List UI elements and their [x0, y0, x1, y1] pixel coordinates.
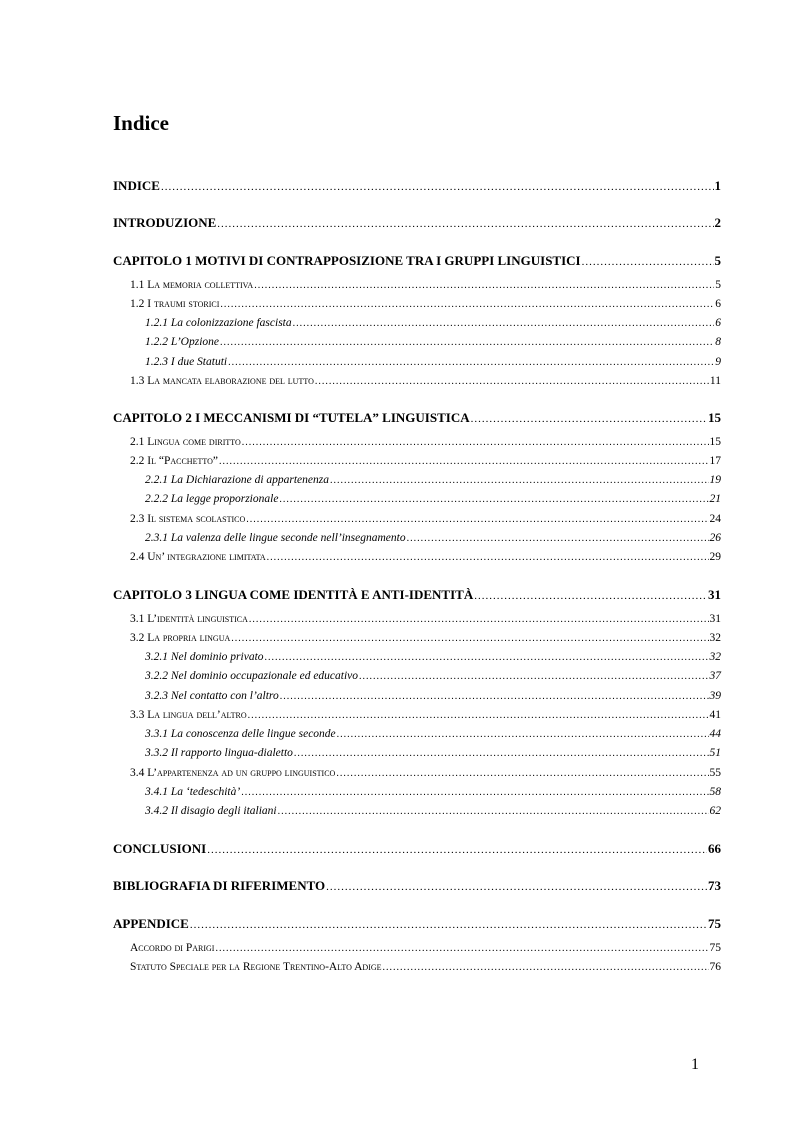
toc-entry-3-4-1[interactable] [145, 784, 721, 801]
toc-entry-text: APPENDICE [113, 916, 189, 931]
toc-entry-text: BIBLIOGRAFIA DI RIFERIMENTO [113, 878, 326, 893]
toc-entry-page: 31 [708, 587, 721, 602]
toc-entry-3-3[interactable] [130, 707, 721, 724]
toc-entry-page: 17 [709, 455, 721, 467]
dot-leader [474, 588, 707, 604]
toc-entry-text: 1.3 La mancata elaborazione del lutto [130, 375, 314, 387]
dot-leader [190, 917, 707, 933]
toc-entry-text: CAPITOLO 3 LINGUA COME IDENTITÀ E ANTI-IDENTITÀ [113, 587, 474, 602]
dot-leader [217, 216, 713, 232]
dot-leader [582, 254, 714, 270]
toc-entry-page: 62 [709, 805, 721, 817]
dot-leader [278, 804, 709, 820]
dot-leader [471, 411, 707, 427]
toc-entry-page: 73 [708, 878, 721, 893]
toc-entry-page: 76 [709, 961, 721, 973]
toc-entry-2-3[interactable] [130, 511, 721, 528]
dot-leader [254, 278, 714, 294]
toc-entry-1-1[interactable] [130, 277, 721, 294]
toc-entry-text: 3.1 L’identità linguistica [130, 613, 248, 625]
dot-leader [337, 727, 709, 743]
toc-entry-capitolo-2[interactable] [113, 410, 721, 427]
dot-leader [267, 550, 709, 566]
toc-entry-text: CONCLUSIONI [113, 841, 207, 856]
toc-entry-2-4[interactable] [130, 549, 721, 566]
toc-entry-conclusioni[interactable] [113, 841, 721, 858]
toc-entry-3-3-2[interactable] [145, 745, 721, 762]
toc-entry-page: 58 [709, 786, 721, 798]
toc-entry-page: 5 [715, 279, 721, 291]
dot-leader [246, 512, 708, 528]
toc-entry-text: 3.2.2 Nel dominio occupazionale ed educativo [145, 670, 359, 682]
toc-entry-text: 2.2.2 La legge proporzionale [145, 493, 279, 505]
toc-entry-text: 3.3.2 Il rapporto lingua-dialetto [145, 747, 293, 759]
toc-entry-page: 66 [708, 841, 721, 856]
toc-entry-text: 3.2.3 Nel contatto con l’altro [145, 690, 279, 702]
page-title: Indice [113, 111, 170, 135]
toc-entry-page: 32 [709, 651, 721, 663]
toc-entry-text: 3.4.2 Il disagio degli italiani [145, 805, 277, 817]
toc-entry-text: 2.2.1 La Dichiarazione di appartenenza [145, 474, 329, 486]
toc-entry-text: 1.2 I traumi storici [130, 298, 220, 310]
toc-entry-page: 32 [709, 632, 721, 644]
toc-entry-text: 3.4 L’appartenenza ad un gruppo linguistico [130, 767, 336, 779]
dot-leader [279, 492, 708, 508]
dot-leader [336, 766, 708, 782]
toc-entry-page: 2 [714, 215, 721, 230]
toc-entry-page: 75 [709, 942, 721, 954]
toc-entry-indice[interactable] [113, 178, 721, 195]
toc-entry-statuto-speciale[interactable] [130, 959, 721, 976]
dot-leader [220, 297, 714, 313]
toc-entry-1-2-3[interactable] [145, 354, 721, 371]
toc-entry-page: 9 [715, 356, 721, 368]
toc-entry-text: 1.1 La memoria collettiva [130, 279, 254, 291]
dot-leader [248, 708, 709, 724]
toc-entry-text: 2.2 Il “Pacchetto” [130, 455, 218, 467]
toc-entry-page: 55 [709, 767, 721, 779]
dot-leader [241, 785, 708, 801]
toc-entry-2-1[interactable] [130, 434, 721, 451]
dot-leader [280, 689, 709, 705]
toc-entry-capitolo-1[interactable] [113, 253, 721, 270]
toc-entry-page: 26 [709, 532, 721, 544]
dot-leader [326, 879, 707, 895]
toc-entry-1-2[interactable] [130, 296, 721, 313]
toc-entry-2-2-2[interactable] [145, 491, 721, 508]
dot-leader [383, 960, 709, 976]
toc-entry-page: 39 [709, 690, 721, 702]
toc-entry-3-2[interactable] [130, 630, 721, 647]
toc-entry-text: 1.2.2 L’Opzione [145, 336, 220, 348]
toc-entry-text: 1.2.1 La colonizzazione fascista [145, 317, 292, 329]
toc-entry-text: 2.1 Lingua come diritto [130, 436, 241, 448]
toc-entry-1-2-2[interactable] [145, 334, 721, 351]
toc-entry-3-4[interactable] [130, 765, 721, 782]
toc-entry-page: 5 [714, 253, 721, 268]
dot-leader [215, 941, 708, 957]
dot-leader [161, 179, 714, 195]
dot-leader [207, 842, 707, 858]
toc-entry-capitolo-3[interactable] [113, 587, 721, 604]
toc-entry-page: 75 [708, 916, 721, 931]
dot-leader [231, 631, 708, 647]
toc-entry-text: INDICE [113, 178, 160, 193]
dot-leader [293, 316, 715, 332]
toc-entry-page: 51 [709, 747, 721, 759]
toc-entry-page: 15 [709, 436, 721, 448]
toc-entry-page: 11 [709, 375, 721, 387]
toc-entry-page: 6 [715, 317, 721, 329]
toc-entry-page: 24 [709, 513, 721, 525]
toc-entry-3-1[interactable] [130, 611, 721, 628]
toc-entry-text: 3.3 La lingua dell’altro [130, 709, 247, 721]
toc-entry-text: INTRODUZIONE [113, 215, 217, 230]
toc-entry-text: 3.2 La propria lingua [130, 632, 231, 644]
toc-entry-text: CAPITOLO 2 I MECCANISMI DI “TUTELA” LINGUISTICA [113, 410, 470, 425]
toc-entry-accordo-di-parigi[interactable] [130, 940, 721, 957]
toc-entry-page: 1 [714, 178, 721, 193]
toc-entry-page: 21 [709, 493, 721, 505]
toc-entry-appendice[interactable] [113, 916, 721, 933]
toc-entry-text: 2.3 Il sistema scolastico [130, 513, 246, 525]
toc-entry-2-3-1[interactable] [145, 530, 721, 547]
toc-entry-page: 37 [709, 670, 721, 682]
dot-leader [242, 435, 709, 451]
toc-entry-text: 3.3.1 La conoscenza delle lingue seconde [145, 728, 336, 740]
dot-leader [220, 335, 714, 351]
dot-leader [407, 531, 709, 547]
toc-entry-page: 15 [708, 410, 721, 425]
toc-entry-page: 41 [709, 709, 721, 721]
toc-entry-3-2-3[interactable] [145, 688, 721, 705]
dot-leader [228, 355, 714, 371]
toc-entry-text: CAPITOLO 1 MOTIVI DI CONTRAPPOSIZIONE TRA I GRUPPI LINGUISTICI [113, 253, 581, 268]
toc-entry-1-3[interactable] [130, 373, 721, 390]
dot-leader [249, 612, 709, 628]
toc-entry-text: Statuto Speciale per la Regione Trentino-Alto Adige [130, 961, 382, 973]
toc-entry-text: Accordo di Parigi [130, 942, 215, 954]
dot-leader [330, 473, 709, 489]
toc-entry-2-2-1[interactable] [145, 472, 721, 489]
toc-entry-3-3-1[interactable] [145, 726, 721, 743]
toc-entry-page: 19 [709, 474, 721, 486]
toc-entry-1-2-1[interactable] [145, 315, 721, 332]
toc-entry-page: 29 [709, 551, 721, 563]
toc-entry-bibliografia[interactable] [113, 878, 721, 895]
toc-entry-text: 2.3.1 La valenza delle lingue seconde nell’insegnamento [145, 532, 406, 544]
toc-entry-page: 8 [715, 336, 721, 348]
toc-entry-2-2[interactable] [130, 453, 721, 470]
dot-leader [315, 374, 709, 390]
toc-entry-3-4-2[interactable] [145, 803, 721, 820]
dot-leader [294, 746, 709, 762]
toc-entry-introduzione[interactable] [113, 215, 721, 232]
dot-leader [265, 650, 709, 666]
toc-entry-text: 3.2.1 Nel dominio privato [145, 651, 264, 663]
toc-entry-text: 2.4 Un’ integrazione limitata [130, 551, 266, 563]
dot-leader [219, 454, 709, 470]
toc-entry-3-2-1[interactable] [145, 649, 721, 666]
page-number: 1 [691, 1056, 699, 1073]
dot-leader [359, 669, 708, 685]
toc-entry-page: 31 [709, 613, 721, 625]
toc-entry-text: 1.2.3 I due Statuti [145, 356, 228, 368]
toc-entry-page: 6 [715, 298, 721, 310]
toc-entry-text: 3.4.1 La ‘tedeschità’ [145, 786, 241, 798]
toc-entry-3-2-2[interactable] [145, 668, 721, 685]
toc-entry-page: 44 [709, 728, 721, 740]
